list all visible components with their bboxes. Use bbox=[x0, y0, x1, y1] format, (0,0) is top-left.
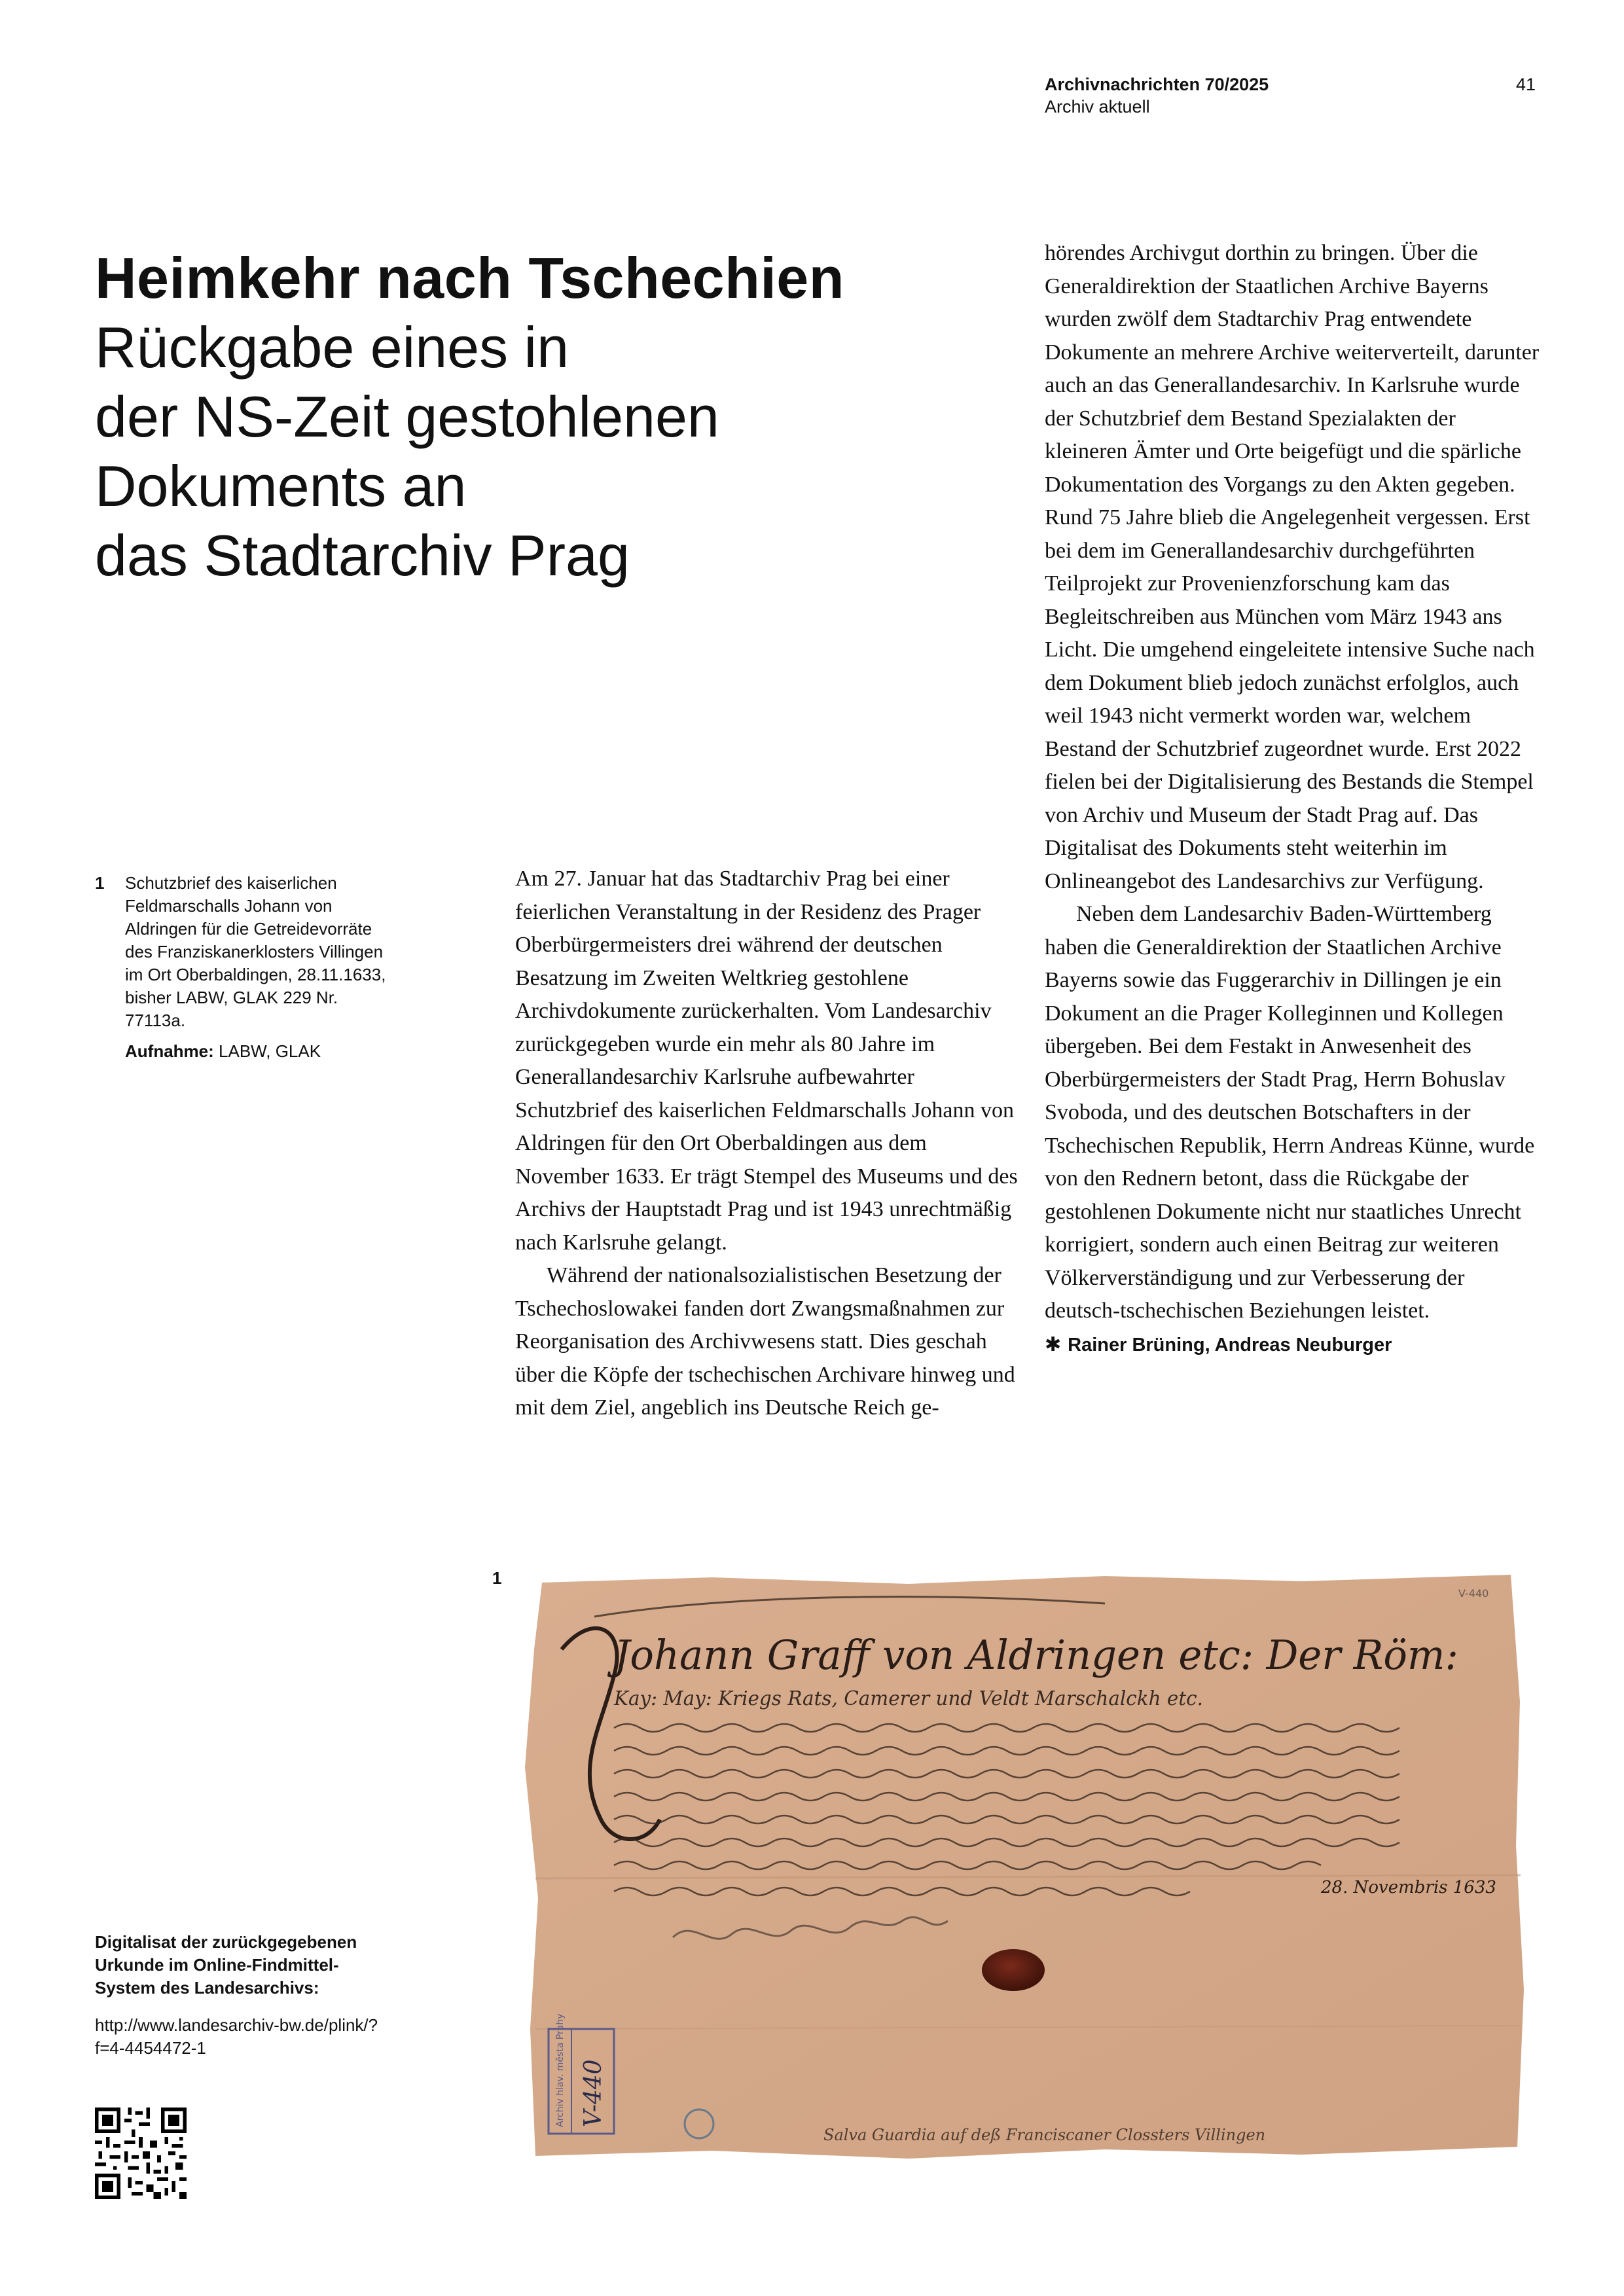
caption-credit bbox=[125, 1040, 396, 1063]
figure-number: 1 bbox=[492, 1568, 502, 1588]
document-bottom-note: Salva Guardia auf deß Franciscaner Clossters Villingen bbox=[823, 2126, 1266, 2144]
document-date: 28. Novembris 1633 bbox=[1321, 1878, 1496, 1897]
body-column-right bbox=[1045, 237, 1542, 1359]
journal-title: Archivnachrichten 70/2025 bbox=[1045, 75, 1269, 94]
body-paragraph: Am 27. Januar hat das Stadtarchiv Prag bei einer feierlichen Veranstaltung in der Residenz des Prager Oberbürgermeisters drei während der deutschen Besatzung im Zweiten Weltkrieg gestohlene Archivdokumente zurückerhalten. Vom Landesarchiv zurückgegeben wurde ein mehr als 80 Jahre im Generallandesarchiv Karlsruhe aufbewahrter Schutzbrief des kaiserlichen Feldmarschalls Johann von Aldringen für den Ort Oberbaldingen aus dem November 1633. Er trägt Stempel des Museums und des Archivs der Hauptstadt Prag und ist 1943 unrechtmäßig nach Karlsruhe gelangt. bbox=[515, 867, 1018, 1255]
document-heading: Johann Graff von Aldringen etc: Der Röm: bbox=[607, 1631, 1458, 1679]
body-paragraph: hörendes Archivgut dorthin zu bringen. Über die Generaldirektion der Staatlichen Archive Bayerns wurden zwölf dem Stadtarchiv Prag entwendete Dokumente an mehrere Archive weiterverteilt, darunter auch an das Generallandesarchiv. In Karlsruhe wurde der Schutzbrief dem Bestand Spezialakten der kleineren Ämter und Orte beigefügt und die spärliche Dokumentation des Vorgangs zu den Akten gegeben. Rund 75 Jahre blieb die Angelegenheit vergessen. Erst bei dem im Generallandesarchiv durchgeführten Teilprojekt zur Provenienzforschung kam das Begleitschreiben aus München vom März 1943 ans Licht. Die umgehend eingeleitete intensive Suche nach dem Dokument blieb jedoch zunächst erfolglos, auch weil 1943 nicht vermerkt worden war, welchem Bestand der Schutzbrief zugeordnet wurde. Erst 2022 fielen bei der Digitalisierung des Bestands die Stempel von Archiv und Museum der Stadt Prag auf. Das Digitalisat des Dokuments steht weiterhin im Onlineangebot des Landesarchivs zur Verfügung. bbox=[1045, 241, 1540, 893]
section-name: Archiv aktuell bbox=[1045, 97, 1150, 117]
digital-url-link[interactable]: http://www.landesarchiv-bw.de/plink/?f=4-4454472-1 bbox=[95, 2015, 378, 2058]
credit-value: LABW, GLAK bbox=[219, 1041, 321, 1061]
article-subtitle-line: Dokuments an bbox=[95, 454, 467, 518]
article-subtitle-line: das Stadtarchiv Prag bbox=[95, 523, 630, 588]
digital-access-info bbox=[95, 1931, 396, 2060]
body-column-middle bbox=[515, 863, 1019, 1425]
stamp-text: Archiv hlav. města Prahy bbox=[555, 2013, 566, 2127]
article-title-block bbox=[95, 243, 1011, 590]
article-authors bbox=[1045, 1331, 1542, 1359]
caption-text: Schutzbrief des kaiserlichen Feldmarschalls Johann von Aldringen für die Getreidevorräte des Franziskanerklosters Villingen im Ort Oberbaldingen, 28.11.1633, bisher LABW, GLAK 229 Nr. 77113a. bbox=[125, 873, 386, 1030]
qr-code-icon[interactable] bbox=[95, 2108, 187, 2199]
catalog-mark: V-440 bbox=[1458, 1587, 1489, 1600]
page-number: 41 bbox=[1516, 75, 1536, 94]
body-paragraph: Neben dem Landesarchiv Baden-Württemberg haben die Generaldirektion der Staatlichen Archive Bayerns sowie das Fuggerarchiv in Dillingen je ein Dokument an die Prager Kolleginnen und Kollegen übergeben. Bei dem Festakt in Anwesenheit des Oberbürgermeisters der Stadt Prag, Herrn Bohuslav Svoboda, und des deutschen Botschafters in der Tschechischen Republik, Herrn Andreas Künne, wurde von den Rednern betont, dass die Rückgabe der gestohlenen Dokumente nicht nur staatliches Unrecht korrigiert, sondern auch einen Beitrag zur weiteren Völkerverständigung und zur Verbesserung der deutsch-tschechischen Beziehungen leistet. bbox=[1045, 902, 1535, 1323]
authors-names: Rainer Brüning, Andreas Neuburger bbox=[1068, 1334, 1392, 1355]
credit-label: Aufnahme: bbox=[125, 1041, 214, 1061]
digital-title: Digitalisat der zurückgegebenen Urkunde im Online-Findmittel-System des Landesarchivs: bbox=[95, 1932, 357, 1998]
wax-seal-icon bbox=[982, 1949, 1045, 1991]
asterisk-icon: ✱ bbox=[1045, 1333, 1062, 1355]
figure-caption bbox=[95, 872, 396, 1063]
document-line: Kay: May: Kriegs Rats, Camerer und Veldt Marschalckh etc. bbox=[613, 1687, 1203, 1710]
historic-document-image bbox=[516, 1571, 1530, 2163]
caption-number: 1 bbox=[95, 873, 105, 893]
body-paragraph: Während der nationalsozialistischen Besetzung der Tschechoslowakei fanden dort Zwangsmaßnahmen zur Reorganisation des Archivwesens statt. Dies geschah über die Köpfe der tschechischen Archivare hinweg und mit dem Ziel, angeblich ins Deutsche Reich ge- bbox=[515, 1263, 1015, 1420]
article-subtitle-line: Rückgabe eines in bbox=[95, 315, 569, 380]
article-title: Heimkehr nach Tschechien bbox=[95, 245, 844, 310]
article-subtitle-line: der NS-Zeit gestohlenen bbox=[95, 384, 719, 449]
stamp-number: V-440 bbox=[580, 2059, 607, 2127]
